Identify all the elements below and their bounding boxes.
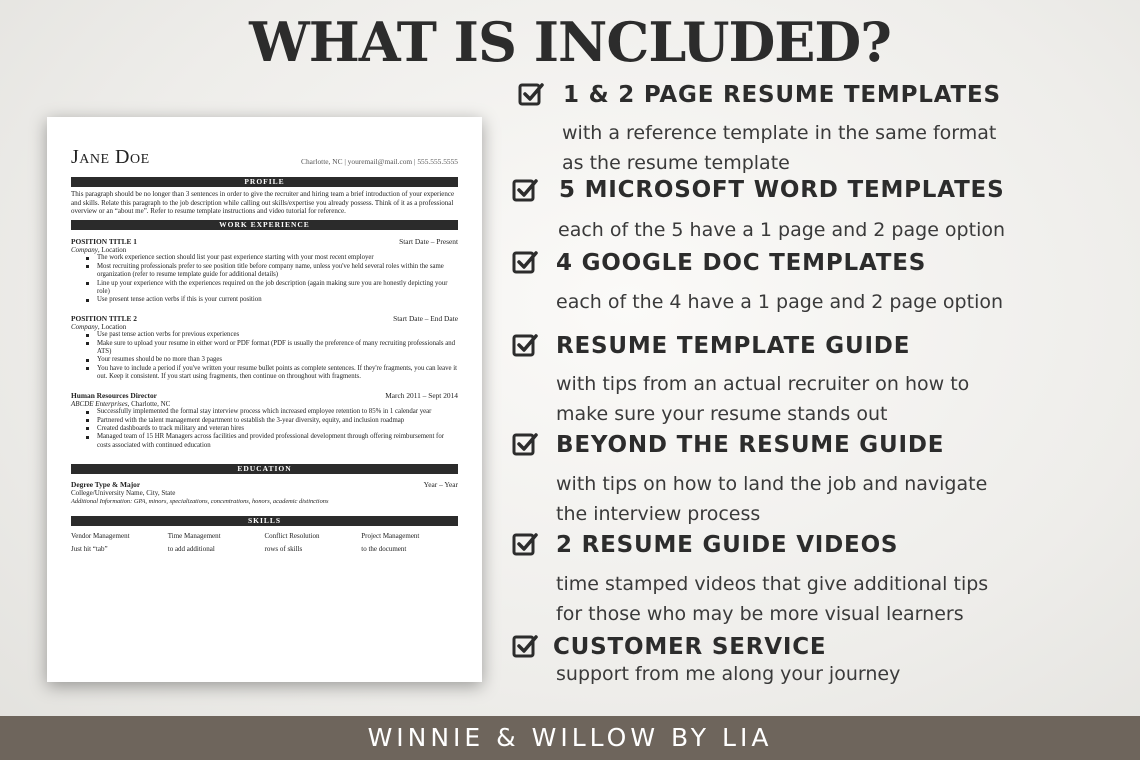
job-entry [71, 237, 458, 305]
checkbox-check-icon [512, 532, 538, 558]
feature-title: CUSTOMER SERVICE [553, 634, 827, 660]
profile-heading: PROFILE [71, 177, 458, 187]
education-additional: Additional Information: GPA, minors, specializations, concentrations, honors, academic distinctions [71, 497, 329, 505]
job-bullet: Your resumes should be no more than 3 pages [97, 356, 458, 364]
education-dates: Year – Year [423, 480, 458, 490]
checkbox-check-icon [512, 634, 538, 660]
job-bullet: Successfully implemented the formal stay interview process which increased employee retention to 85% in 1 calendar year [97, 408, 458, 416]
job-bullet: Created dashboards to track military and veteran hires [97, 425, 458, 433]
job-bullet: Partnered with the talent management department to establish the 3-year diversity, equity, and inclusion roadmap [97, 417, 458, 425]
resume-name: Jane Doe [71, 146, 150, 168]
brand-footer: WINNIE & WILLOW BY LIA [0, 716, 1140, 760]
resume-header [71, 145, 458, 169]
job-location: , Location [97, 322, 127, 331]
job-bullet: Most recruiting professionals prefer to see position title before company name, unless you've held several roles within the same organization (refer to resume template guide for additional details) [97, 263, 458, 280]
job-location: , Location [97, 245, 127, 254]
resume-preview [47, 117, 482, 682]
job-bullet: Use present tense action verbs if this is your current position [97, 296, 458, 304]
feature-desc: time stamped videos that give additional tips [556, 573, 989, 595]
feature-title: 2 RESUME GUIDE VIDEOS [556, 532, 899, 558]
skill-item: rows of skills [264, 545, 303, 554]
feature-title: RESUME TEMPLATE GUIDE [556, 333, 911, 359]
checkbox-check-icon [512, 250, 538, 276]
job-company: ABCDE Enterprises [71, 399, 128, 408]
education-heading: EDUCATION [71, 464, 458, 474]
feature-title: BEYOND THE RESUME GUIDE [556, 432, 945, 458]
job-bullet: You have to include a period if you've written your resume bullet points as complete sentences. If they're fragments, you can leave it out. Keep it consistent. If you start using fragments, then continue on throughout with fragments. [97, 364, 457, 381]
job-entry [71, 314, 458, 382]
job-location: , Charlotte, NC [127, 399, 171, 408]
job-dates: March 2011 – Sept 2014 [385, 390, 458, 400]
job-bullet: Use past tense action verbs for previous experiences [97, 331, 458, 339]
profile-text: This paragraph should be no longer than 3 sentences in order to give the recruiter and hiring team a brief introduction of your experience and skills. Relate this paragraph to the job description while calling out skills/expertise you already possess. Think of it as a professional overview or an “about me”. Refer to resume template instructions and video tutorial for reference. [71, 190, 455, 216]
education-school: College/University Name, City, State [71, 489, 176, 498]
job-dates: Start Date – End Date [393, 313, 458, 323]
feature-desc: with tips from an actual recruiter on how to [556, 373, 970, 395]
job-bullet: Managed team of 15 HR Managers across facilities and provided professional development through offering reimbursement for costs associated with continued education [97, 433, 458, 450]
feature-desc: the interview process [556, 503, 761, 525]
job-title: Human Resources Director [71, 390, 157, 400]
job-dates: Start Date – Present [399, 236, 458, 246]
skill-item: Project Management [361, 532, 420, 541]
headline: WHAT IS INCLUDED? [249, 10, 891, 74]
feature-title: 4 GOOGLE DOC TEMPLATES [556, 250, 927, 276]
work-experience-heading: WORK EXPERIENCE [71, 220, 458, 230]
feature-desc: each of the 5 have a 1 page and 2 page option [558, 219, 1006, 241]
skill-item: Time Management [167, 532, 221, 541]
feature-desc: with tips on how to land the job and navigate [556, 473, 988, 495]
skills-grid [71, 532, 458, 553]
feature-desc: make sure your resume stands out [556, 403, 888, 425]
skill-item: Vendor Management [71, 532, 130, 541]
education-degree: Degree Type & Major [71, 480, 141, 490]
feature-title: 1 & 2 PAGE RESUME TEMPLATES [563, 82, 1001, 108]
feature-title: 5 MICROSOFT WORD TEMPLATES [559, 177, 1005, 203]
job-bullet: Make sure to upload your resume in either word or PDF format (PDF is usually the preference of many recruiting professionals and ATS) [97, 340, 458, 357]
skill-item: to the document [361, 545, 407, 554]
skills-heading: SKILLS [71, 516, 458, 526]
job-bullet: Line up your experience with the experiences required on the job description (again making sure you are honestly depicting your role) [97, 280, 458, 297]
skill-item: to add additional [167, 545, 215, 554]
feature-desc: support from me along your journey [556, 663, 901, 685]
skill-item: Conflict Resolution [264, 532, 320, 541]
job-title: POSITION TITLE 1 [71, 236, 137, 246]
job-company: Company [71, 322, 98, 331]
checkbox-check-icon [518, 82, 544, 108]
job-bullet: The work experience section should list your past experience starting with your most recent employer [97, 254, 458, 262]
checkbox-check-icon [512, 333, 538, 359]
feature-desc: as the resume template [562, 152, 790, 174]
checkbox-check-icon [512, 178, 538, 204]
skill-item: Just hit “tab” [71, 545, 108, 554]
feature-desc: for those who may be more visual learners [556, 603, 964, 625]
job-company: Company [71, 245, 98, 254]
job-entry [71, 391, 458, 451]
job-title: POSITION TITLE 2 [71, 313, 137, 323]
feature-desc: with a reference template in the same format [562, 122, 997, 144]
resume-contact: Charlotte, NC | youremail@mail.com | 555.555.5555 [301, 157, 458, 166]
feature-desc: each of the 4 have a 1 page and 2 page option [556, 291, 1004, 313]
checkbox-check-icon [512, 432, 538, 458]
